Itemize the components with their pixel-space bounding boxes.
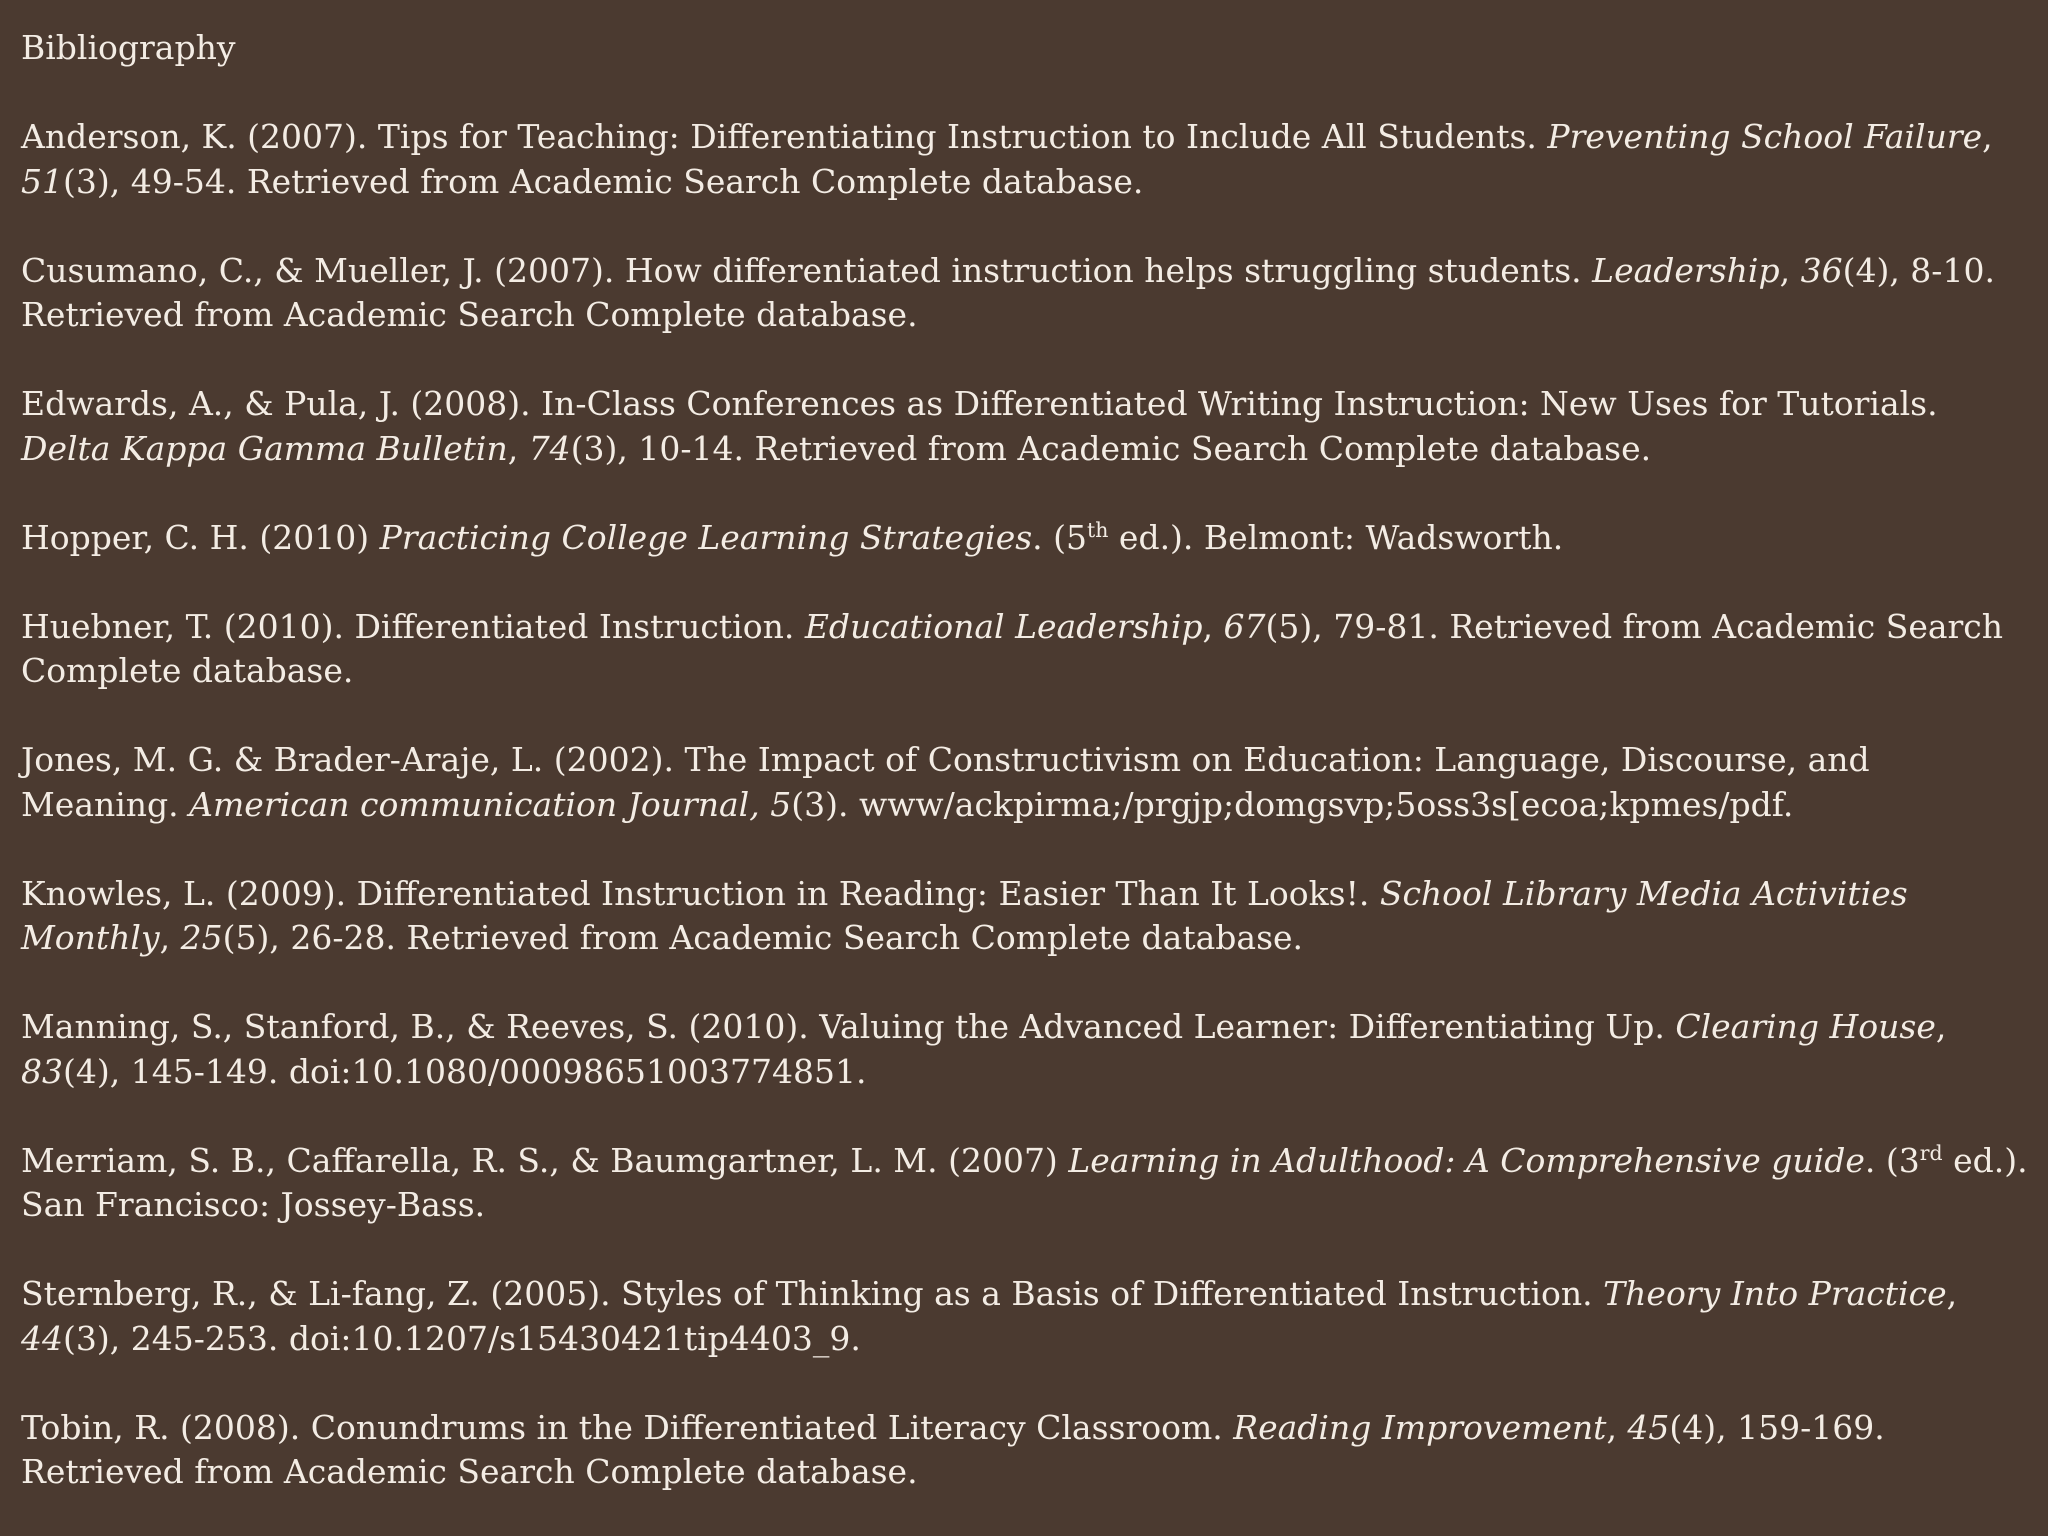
entry-text: Huebner, T. (2010). Differentiated Instruction. — [21, 606, 805, 646]
italic-text: Leadership — [1592, 250, 1780, 290]
entry-text: Sternberg, R., & Li-fang, Z. (2005). Styles of Thinking as a Basis of Differentiated Instruction. — [21, 1274, 1604, 1313]
italic-text: Theory Into Practice — [1603, 1274, 1947, 1313]
bibliography-entry — [21, 605, 2028, 694]
superscript-text: th — [1087, 517, 1109, 542]
bibliography-entry — [21, 516, 2028, 561]
italic-text: Learning in Adulthood: A Comprehensive guide — [1068, 1140, 1865, 1180]
italic-text: Reading Improvement — [1233, 1407, 1607, 1447]
italic-text: Educational Leadership — [804, 606, 1203, 646]
italic-text: 36 — [1800, 250, 1843, 290]
bibliography-entry — [21, 1406, 2028, 1495]
italic-text: 44 — [21, 1318, 63, 1358]
entry-text: Cusumano, C., & Mueller, J. (2007). How differentiated instruction helps struggling students. — [21, 250, 1593, 290]
entry-text: Anderson, K. (2007). Tips for Teaching: Differentiating Instruction to Include All Students. — [21, 117, 1548, 156]
bibliography-entry — [21, 1272, 2028, 1361]
entry-text: (5), 26-28. Retrieved from Academic Search Complete database. — [222, 918, 1304, 957]
entry-text: , — [1946, 1274, 1958, 1313]
bibliography-entry — [21, 738, 2028, 827]
entry-text: , — [1779, 250, 1801, 290]
italic-text: Practicing College Learning Strategies — [379, 517, 1033, 557]
italic-text: 67 — [1223, 606, 1266, 646]
italic-text: Preventing School Failure — [1547, 117, 1983, 156]
entry-text: . (3 — [1864, 1140, 1920, 1180]
entry-text: , — [1606, 1407, 1628, 1447]
entry-text: Knowles, L. (2009). Differentiated Instruction in Reading: Easier Than It Looks!. — [21, 873, 1380, 913]
entry-text: , — [1935, 1007, 1947, 1046]
bibliography-list — [21, 115, 2028, 1495]
italic-text: 25 — [180, 918, 223, 957]
bibliography-entry — [21, 249, 2028, 338]
entry-text: (3), 49-54. Retrieved from Academic Search Complete database. — [63, 161, 1144, 201]
italic-text: 83 — [21, 1051, 63, 1091]
entry-text: Edwards, A., & Pula, J. (2008). In-Class Conferences as Differentiated Writing Instruction: New Uses for Tutorials. — [21, 384, 1938, 423]
page-title: Bibliography — [21, 28, 236, 67]
bibliography-entry — [21, 872, 2028, 961]
entry-text: , — [1982, 117, 1993, 156]
entry-text: ed.). Belmont: Wadsworth. — [1108, 517, 1564, 557]
entry-text: (4), 8-10. Retrieved from Academic Search Complete database. — [21, 250, 1995, 334]
italic-text: Clearing House — [1675, 1007, 1936, 1046]
italic-text: American communication Journal, 5 — [189, 784, 792, 824]
bibliography-entry — [21, 1139, 2028, 1228]
italic-text: 74 — [528, 428, 571, 468]
entry-text: Manning, S., Stanford, B., & Reeves, S. (2010). Valuing the Advanced Learner: Differentiating Up. — [21, 1007, 1676, 1046]
entry-text: . (5 — [1032, 517, 1088, 557]
entry-text: (3). www/ackpirma;/prgjp;domgsvp;5oss3s[ecoa;kpmes/pdf. — [791, 784, 1794, 824]
entry-text: (3), 10-14. Retrieved from Academic Search Complete database. — [570, 428, 1652, 468]
entry-text: , — [507, 428, 529, 468]
entry-text: Jones, M. G. & Brader-Araje, L. (2002). The Impact of Constructivism on Education: Language, Discourse, and Meaning. — [21, 740, 1870, 824]
italic-text: 45 — [1627, 1407, 1670, 1447]
bibliography-entry — [21, 382, 2028, 471]
entry-text: Tobin, R. (2008). Conundrums in the Differentiated Literacy Classroom. — [21, 1407, 1234, 1447]
entry-text: (4), 159-169. Retrieved from Academic Search Complete database. — [21, 1407, 1885, 1491]
italic-text: School Library Media Activities Monthly — [21, 873, 1908, 957]
italic-text: Delta Kappa Gamma Bulletin — [21, 428, 508, 468]
superscript-text: rd — [1919, 1140, 1943, 1165]
entry-text: , — [159, 918, 181, 957]
entry-text: , — [1202, 606, 1224, 646]
bibliography-entry — [21, 115, 2028, 204]
entry-text: (3), 245-253. doi:10.1207/s15430421tip4403_9. — [63, 1318, 861, 1358]
entry-text: ed.). San Francisco: Jossey-Bass. — [21, 1140, 2028, 1224]
entry-text: Hopper, C. H. (2010) — [21, 517, 380, 557]
entry-text: (4), 145-149. doi:10.1080/00098651003774851. — [63, 1051, 867, 1091]
entry-text: Merriam, S. B., Caffarella, R. S., & Baumgartner, L. M. (2007) — [21, 1140, 1069, 1180]
italic-text: 51 — [21, 161, 63, 201]
entry-text: (5), 79-81. Retrieved from Academic Search Complete database. — [21, 606, 2004, 690]
bibliography-entry — [21, 1005, 2028, 1094]
